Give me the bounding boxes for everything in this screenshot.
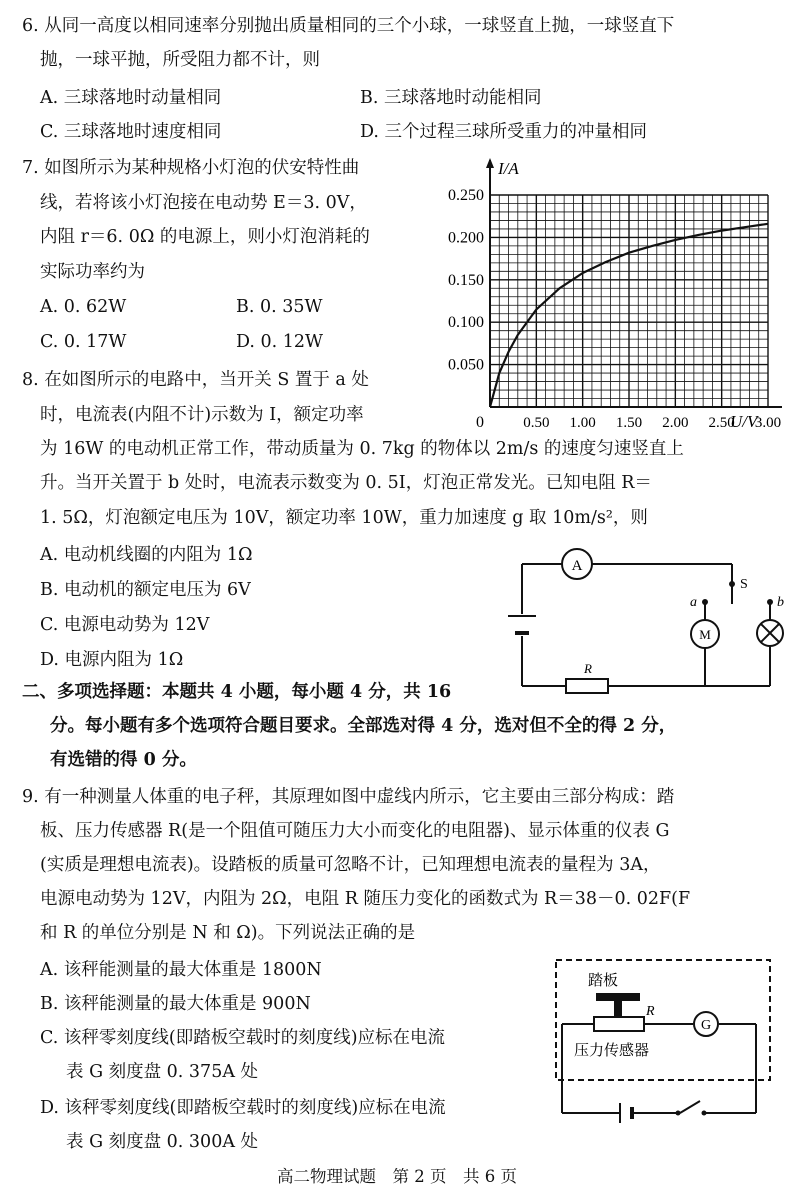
q8-stem-line1: 8. 在如图所示的电路中，当开关 S 置于 a 处 xyxy=(22,370,369,390)
meter-g-label: G xyxy=(700,1018,712,1033)
x-tick-label: 1.50 xyxy=(615,415,643,427)
q6-stem-line1: 6. 从同一高度以相同速率分别抛出质量相同的三个小球，一球竖直上抛，一球竖直下 xyxy=(22,16,675,36)
x-tick-label: 3.00 xyxy=(754,415,782,427)
q9-stem-line5: 和 R 的单位分别是 N 和 Ω)。下列说法正确的是 xyxy=(40,923,416,943)
q6-option-a: A. 三球落地时动量相同 xyxy=(40,88,222,108)
origin-label: 0 xyxy=(476,414,484,427)
q9-option-d-cont: 表 G 刻度盘 0. 300A 处 xyxy=(66,1132,259,1152)
pressure-sensor-resistor xyxy=(594,1017,644,1031)
q7-stem-line3: 内阻 r＝6. 0Ω 的电源上，则小灯泡消耗的 xyxy=(40,227,370,247)
contact-b-label: b xyxy=(777,595,784,610)
section2-heading-line1: 二、多项选择题：本题共 4 小题，每小题 4 分，共 16 xyxy=(22,682,452,702)
q8-option-b: B. 电动机的额定电压为 6V xyxy=(40,580,251,600)
q7-option-b: B. 0. 35W xyxy=(236,297,323,317)
x-axis-label: U/V xyxy=(730,412,758,427)
x-tick-label: 0.50 xyxy=(523,415,550,427)
x-tick-label: 2.00 xyxy=(662,415,689,427)
y-axis-arrow xyxy=(486,158,494,168)
q9-option-a: A. 该秤能测量的最大体重是 1800N xyxy=(40,960,322,980)
page-footer: 高二物理试题 第 2 页 共 6 页 xyxy=(277,1167,517,1186)
switch9-contact-left xyxy=(676,1111,681,1116)
pedal-stem xyxy=(614,1001,622,1017)
contact-a xyxy=(702,599,708,605)
q6-option-c: C. 三球落地时速度相同 xyxy=(40,122,222,142)
q8-stem-line3: 为 16W 的电动机正常工作，带动质量为 0. 7kg 的物体以 2m/s 的速度匀速竖直上 xyxy=(40,439,684,459)
q6-option-d: D. 三个过程三球所受重力的冲量相同 xyxy=(360,122,648,142)
q7-option-d: D. 0. 12W xyxy=(236,332,324,352)
q8-stem-line2: 时，电流表(内阻不计)示数为 I，额定功率 xyxy=(40,405,364,425)
q8-option-a: A. 电动机线圈的内阻为 1Ω xyxy=(40,545,253,565)
q7-stem-line4: 实际功率约为 xyxy=(40,262,145,282)
q9-stem-line2: 板、压力传感器 R(是一个阻值可随压力大小而变化的电阻器)、显示体重的仪表 G xyxy=(40,821,670,841)
switch9-contact-right xyxy=(702,1111,707,1116)
q7-option-a: A. 0. 62W xyxy=(40,297,127,317)
q6-stem-line2: 抛，一球平抛，所受阻力都不计，则 xyxy=(40,50,320,70)
q9-stem-line3: (实质是理想电流表)。设踏板的质量可忽略不计，已知理想电流表的量程为 3A， xyxy=(40,855,661,875)
sensor-r-label: R xyxy=(646,1004,655,1019)
q9-option-c: C. 该秤零刻度线(即踏板空载时的刻度线)应标在电流 xyxy=(40,1028,446,1048)
x-tick-label: 2.50 xyxy=(708,415,735,427)
q9-option-d: D. 该秤零刻度线(即踏板空载时的刻度线)应标在电流 xyxy=(40,1098,446,1118)
y-tick-label: 0.150 xyxy=(448,271,484,289)
sensor-caption: 压力传感器 xyxy=(574,1041,650,1059)
y-tick-label: 0.250 xyxy=(448,187,484,204)
q7-stem-line2: 线，若将该小灯泡接在电动势 E＝3. 0V， xyxy=(40,193,367,213)
iv-curve-chart xyxy=(430,152,790,427)
q6-option-b: B. 三球落地时动能相同 xyxy=(360,88,542,108)
q9-option-b: B. 该秤能测量的最大体重是 900N xyxy=(40,994,311,1014)
contact-b xyxy=(767,599,773,605)
y-tick-label: 0.100 xyxy=(448,314,484,332)
resistor-label: R xyxy=(584,661,592,676)
ammeter-label: A xyxy=(571,558,583,574)
q9-scale-circuit xyxy=(548,955,780,1125)
section2-heading-line3: 有选错的得 0 分。 xyxy=(50,750,197,770)
q9-option-c-cont: 表 G 刻度盘 0. 375A 处 xyxy=(66,1062,259,1082)
q8-circuit-diagram xyxy=(500,540,790,700)
q8-stem-line4: 升。当开关置于 b 处时，电流表示数变为 0. 5I，灯泡正常发光。已知电阻 R＝ xyxy=(40,473,652,493)
y-axis-label: I/A xyxy=(498,159,519,178)
q8-stem-line5: 1. 5Ω，灯泡额定电压为 10V，额定功率 10W，重力加速度 g 取 10m/s²，则 xyxy=(40,508,648,528)
contact-a-label: a xyxy=(690,595,697,610)
pedal-plate xyxy=(596,993,640,1001)
q9-stem-line1: 9. 有一种测量人体重的电子秤，其原理如图中虚线内所示，它主要由三部分构成：踏 xyxy=(22,787,675,807)
switch-label: S xyxy=(740,577,748,592)
pedal-label: 踏板 xyxy=(588,971,619,989)
x-tick-label: 1.00 xyxy=(569,415,596,427)
switch-pivot xyxy=(729,581,735,587)
q8-option-d: D. 电源内阻为 1Ω xyxy=(40,650,184,670)
section2-heading-line2: 分。每小题有多个选项符合题目要求。全部选对得 4 分，选对但不全的得 2 分， xyxy=(50,716,677,736)
y-tick-label: 0.050 xyxy=(448,356,484,374)
motor-label: M xyxy=(699,627,711,642)
q7-stem-line1: 7. 如图所示为某种规格小灯泡的伏安特性曲 xyxy=(22,158,360,178)
resistor-icon xyxy=(566,679,608,693)
lamp-icon xyxy=(757,620,783,646)
y-tick-label: 0.200 xyxy=(448,229,484,247)
q9-stem-line4: 电源电动势为 12V，内阻为 2Ω，电阻 R 随压力变化的函数式为 R＝38－0. 02F(F xyxy=(40,889,691,909)
q7-option-c: C. 0. 17W xyxy=(40,332,127,352)
q8-option-c: C. 电源电动势为 12V xyxy=(40,615,210,635)
